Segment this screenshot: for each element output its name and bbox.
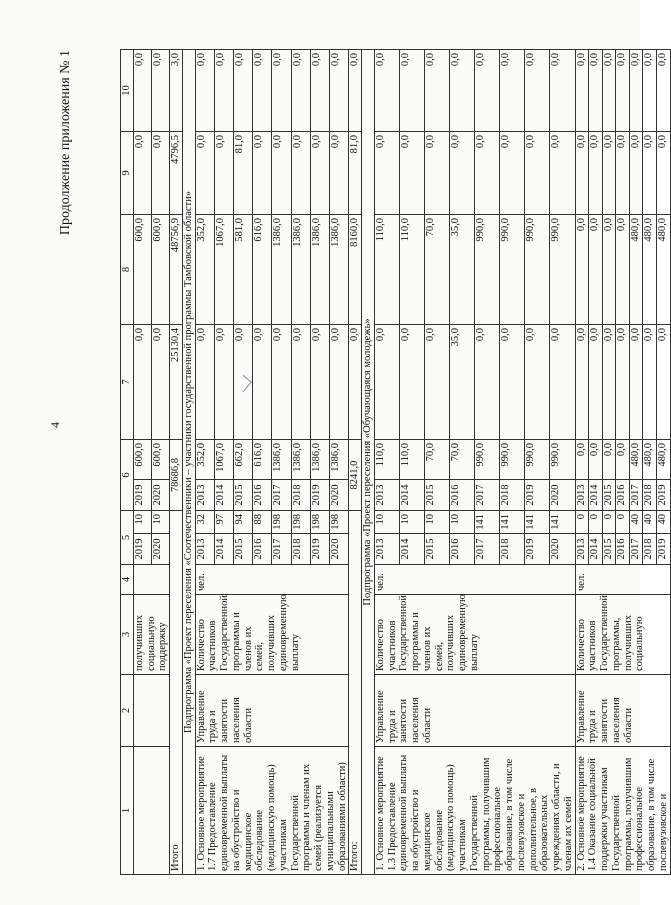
year-cell: 2016 — [253, 480, 272, 511]
year-cell: 2015 — [602, 534, 616, 565]
executor: Управление труда и занятости населения области — [374, 675, 575, 747]
year-cell: 2014 — [589, 534, 603, 565]
section-row — [362, 50, 375, 875]
count-cell: 141 — [550, 511, 575, 534]
federal-cell: 0,0 — [374, 325, 399, 440]
year-cell: 2020 — [550, 534, 575, 565]
regional-cell: 1386,0 — [272, 215, 291, 325]
count-cell: 0 — [602, 511, 616, 534]
count-cell: 198 — [310, 511, 329, 534]
local-cell: 0,0 — [374, 132, 399, 215]
federal-cell: 0,0 — [550, 325, 575, 440]
col-6: 6 — [121, 440, 134, 511]
federal-cell: 25130,4 — [170, 325, 183, 440]
total-cell: 1386,0 — [330, 440, 349, 480]
rotated-table-area — [58, 50, 669, 875]
other-cell: 0,0 — [525, 50, 550, 132]
executor: Управление труда и занятости населения области — [195, 675, 349, 747]
year-cell: 2017 — [629, 480, 643, 511]
other-cell: 0,0 — [500, 50, 525, 132]
federal-cell: 0,0 — [475, 325, 500, 440]
year-cell: 2020 — [330, 534, 349, 565]
total-cell: 1386,0 — [310, 440, 329, 480]
total-cell: 0,0 — [602, 440, 616, 480]
total-cell: 78686,8 — [170, 440, 183, 511]
other-cell: 0,0 — [629, 50, 643, 132]
local-cell: 0,0 — [475, 132, 500, 215]
regional-cell: 480,0 — [643, 215, 657, 325]
regional-cell: 990,0 — [475, 215, 500, 325]
count-cell: 198 — [291, 511, 310, 534]
local-cell: 0,0 — [616, 132, 630, 215]
executor: Управление труда и занятости населения области — [575, 675, 670, 747]
year-cell: 2017 — [475, 534, 500, 565]
other-cell: 0,0 — [399, 50, 424, 132]
year-cell: 2014 — [399, 534, 424, 565]
total-cell: 990,0 — [525, 440, 550, 480]
local-cell: 0,0 — [656, 132, 670, 215]
other-cell: 0,0 — [195, 50, 214, 132]
other-cell: 0,0 — [330, 50, 349, 132]
count-cell: 10 — [424, 511, 449, 534]
federal-cell: 0,0 — [424, 325, 449, 440]
year-cell: 2020 — [330, 480, 349, 511]
regional-cell: 1386,0 — [291, 215, 310, 325]
regional-cell: 1386,0 — [330, 215, 349, 325]
unit: чел. — [195, 565, 349, 595]
year-cell: 2020 — [151, 534, 169, 565]
local-cell: 4796,5 — [170, 132, 183, 215]
other-cell: 0,0 — [151, 50, 169, 132]
count-cell: 10 — [374, 511, 399, 534]
other-cell: 0,0 — [133, 50, 151, 132]
count-cell: 141 — [475, 511, 500, 534]
regional-cell: 616,0 — [253, 215, 272, 325]
unit: чел. — [575, 565, 670, 595]
local-cell: 81,0 — [233, 132, 252, 215]
regional-cell: 990,0 — [525, 215, 550, 325]
regional-cell: 0,0 — [602, 215, 616, 325]
year-cell: 2016 — [253, 534, 272, 565]
col-9: 9 — [121, 132, 134, 215]
year-cell: 2013 — [195, 480, 214, 511]
section-row — [182, 50, 195, 875]
count-cell: 88 — [253, 511, 272, 534]
year-cell: 2016 — [616, 534, 630, 565]
page-number: 4 — [48, 422, 62, 428]
regional-cell: 352,0 — [195, 215, 214, 325]
year-cell: 2014 — [399, 480, 424, 511]
regional-cell: 480,0 — [629, 215, 643, 325]
year-cell: 2019 — [656, 534, 670, 565]
count-cell: 198 — [272, 511, 291, 534]
empty-cell — [133, 565, 169, 595]
other-cell: 0,0 — [589, 50, 603, 132]
indicator: получивших социальную поддержку — [133, 595, 169, 675]
year-cell: 2013 — [374, 480, 399, 511]
regional-cell: 0,0 — [575, 215, 589, 325]
other-cell: 0,0 — [643, 50, 657, 132]
year-cell: 2017 — [629, 534, 643, 565]
other-cell: 0,0 — [310, 50, 329, 132]
year-cell: 2019 — [310, 480, 329, 511]
other-cell: 0,0 — [450, 50, 475, 132]
section-title: Подпрограмма «Проект переселения «Соотечественники – участники государственной программы Тамбовской области» — [182, 50, 195, 875]
local-cell: 0,0 — [589, 132, 603, 215]
section-title: Подпрограмма «Проект переселения «Обучающаяся молодежь» — [362, 50, 375, 875]
local-cell: 0,0 — [643, 132, 657, 215]
table-row — [575, 50, 589, 875]
other-cell: 0,0 — [233, 50, 252, 132]
local-cell: 0,0 — [133, 132, 151, 215]
measure-name: 1. Основное мероприятие 1.3 Предоставление единовременной выплаты на обустройство и медицинское обследование (медицинскую помощь) участникам Государственной программы, получившим профессиональное образование, в том числе послевузовское и дополнительное, в образовательных учреждениях области, и членам их семей — [374, 747, 575, 875]
total-cell: 0,0 — [575, 440, 589, 480]
other-cell: 0,0 — [656, 50, 670, 132]
other-cell: 0,0 — [602, 50, 616, 132]
measure-name: 1. Основное мероприятие 1.7 Предоставление единовременной выплаты на обустройство и медицинское обследование (медицинскую помощь) участникам Государственной программы и членам их семей (реализуется муниципальными образованиями области) — [195, 747, 349, 875]
total-cell: 990,0 — [475, 440, 500, 480]
federal-cell: 0,0 — [629, 325, 643, 440]
local-cell: 0,0 — [214, 132, 233, 215]
total-cell: 662,0 — [233, 440, 252, 480]
indicator: Количество участников Государственной программы и членов их семей, получивших единовременную выплату — [374, 595, 575, 675]
year-cell: 2018 — [643, 534, 657, 565]
total-cell: 0,0 — [589, 440, 603, 480]
federal-cell: 0,0 — [525, 325, 550, 440]
col-10: 10 — [121, 50, 134, 132]
federal-cell: 0,0 — [214, 325, 233, 440]
year-cell: 2017 — [272, 480, 291, 511]
local-cell: 0,0 — [330, 132, 349, 215]
other-cell: 0,0 — [374, 50, 399, 132]
federal-cell: 0,0 — [643, 325, 657, 440]
total-cell: 110,0 — [399, 440, 424, 480]
federal-cell: 0,0 — [616, 325, 630, 440]
other-cell: 0,0 — [616, 50, 630, 132]
table-row — [374, 50, 399, 875]
year-cell: 2015 — [233, 534, 252, 565]
total-label: Итого: — [349, 511, 362, 875]
total-cell: 600,0 — [151, 440, 169, 480]
col-3: 3 — [121, 595, 134, 675]
year-cell: 2016 — [450, 534, 475, 565]
year-cell: 2017 — [272, 534, 291, 565]
count-cell: 198 — [330, 511, 349, 534]
regional-cell: 48756,9 — [170, 215, 183, 325]
year-cell: 2014 — [589, 480, 603, 511]
total-label: Итого — [170, 511, 183, 875]
year-cell: 2013 — [195, 534, 214, 565]
count-cell: 40 — [629, 511, 643, 534]
col-4: 4 — [121, 565, 134, 595]
federal-cell: 0,0 — [291, 325, 310, 440]
total-cell: 480,0 — [643, 440, 657, 480]
year-cell: 2018 — [291, 480, 310, 511]
federal-cell: 0,0 — [133, 325, 151, 440]
local-cell: 0,0 — [253, 132, 272, 215]
local-cell: 0,0 — [399, 132, 424, 215]
table-row — [195, 50, 214, 875]
year-cell: 2018 — [500, 480, 525, 511]
total-cell: 600,0 — [133, 440, 151, 480]
indicator: Количество участников Государственной программы и членов их семей, получивших единовременную выплату — [195, 595, 349, 675]
total-cell: 70,0 — [450, 440, 475, 480]
table-row — [133, 50, 151, 875]
federal-cell: 0,0 — [195, 325, 214, 440]
column-number-row — [121, 50, 134, 875]
federal-cell: 0,0 — [399, 325, 424, 440]
year-cell: 2015 — [424, 480, 449, 511]
year-cell: 2015 — [233, 480, 252, 511]
federal-cell: 0,0 — [330, 325, 349, 440]
regional-cell: 8160,0 — [349, 215, 362, 325]
total-cell: 990,0 — [550, 440, 575, 480]
local-cell: 0,0 — [291, 132, 310, 215]
col-8: 8 — [121, 215, 134, 325]
count-cell: 10 — [133, 511, 151, 534]
total-cell: 616,0 — [253, 440, 272, 480]
local-cell: 0,0 — [500, 132, 525, 215]
total-cell: 0,0 — [616, 440, 630, 480]
col-5: 5 — [121, 511, 134, 565]
empty-cell — [133, 675, 169, 747]
local-cell: 0,0 — [629, 132, 643, 215]
regional-cell: 990,0 — [550, 215, 575, 325]
regional-cell: 581,0 — [233, 215, 252, 325]
year-cell: 2018 — [291, 534, 310, 565]
col-7: 7 — [121, 325, 134, 440]
local-cell: 0,0 — [550, 132, 575, 215]
year-cell: 2015 — [602, 480, 616, 511]
regional-cell: 0,0 — [589, 215, 603, 325]
year-cell: 2016 — [450, 480, 475, 511]
local-cell: 0,0 — [195, 132, 214, 215]
total-row — [170, 50, 183, 875]
year-cell: 2019 — [310, 534, 329, 565]
regional-cell: 0,0 — [616, 215, 630, 325]
local-cell: 0,0 — [424, 132, 449, 215]
year-cell: 2013 — [374, 534, 399, 565]
empty-cell — [133, 747, 169, 875]
year-cell: 2019 — [525, 480, 550, 511]
regional-cell: 35,0 — [450, 215, 475, 325]
total-cell: 352,0 — [195, 440, 214, 480]
local-cell: 0,0 — [602, 132, 616, 215]
count-cell: 0 — [575, 511, 589, 534]
federal-cell: 0,0 — [349, 325, 362, 440]
total-cell: 1067,0 — [214, 440, 233, 480]
other-cell: 0,0 — [272, 50, 291, 132]
count-cell: 97 — [214, 511, 233, 534]
federal-cell: 0,0 — [589, 325, 603, 440]
total-cell: 480,0 — [656, 440, 670, 480]
other-cell: 0,0 — [349, 50, 362, 132]
other-cell: 0,0 — [253, 50, 272, 132]
federal-cell: 0,0 — [233, 325, 252, 440]
year-cell: 2020 — [550, 480, 575, 511]
federal-cell: 0,0 — [500, 325, 525, 440]
other-cell: 0,0 — [291, 50, 310, 132]
local-cell: 0,0 — [151, 132, 169, 215]
year-cell: 2019 — [656, 480, 670, 511]
count-cell: 10 — [151, 511, 169, 534]
year-cell: 2019 — [525, 534, 550, 565]
count-cell: 0 — [589, 511, 603, 534]
other-cell: 0,0 — [550, 50, 575, 132]
other-cell: 0,0 — [214, 50, 233, 132]
year-cell: 2017 — [475, 480, 500, 511]
local-cell: 0,0 — [272, 132, 291, 215]
measure-name: 2. Основное мероприятие 1.4 Оказание социальной поддержки участникам Государственной программы, получившим профессиональное образование, в том числе послевузовское и — [575, 747, 670, 875]
count-cell: 141 — [500, 511, 525, 534]
total-cell: 70,0 — [424, 440, 449, 480]
federal-cell: 35,0 — [450, 325, 475, 440]
other-cell: 3,0 — [170, 50, 183, 132]
count-cell: 94 — [233, 511, 252, 534]
regional-cell: 1386,0 — [310, 215, 329, 325]
count-cell: 40 — [656, 511, 670, 534]
federal-cell: 0,0 — [151, 325, 169, 440]
regional-cell: 600,0 — [133, 215, 151, 325]
local-cell: 0,0 — [310, 132, 329, 215]
count-cell: 10 — [399, 511, 424, 534]
total-cell: 110,0 — [374, 440, 399, 480]
count-cell: 0 — [616, 511, 630, 534]
total-cell: 1386,0 — [272, 440, 291, 480]
federal-cell: 0,0 — [656, 325, 670, 440]
other-cell: 0,0 — [575, 50, 589, 132]
total-cell: 1386,0 — [291, 440, 310, 480]
year-cell: 2019 — [133, 534, 151, 565]
count-cell: 40 — [643, 511, 657, 534]
year-cell: 2018 — [500, 534, 525, 565]
total-cell: 990,0 — [500, 440, 525, 480]
regional-cell: 110,0 — [399, 215, 424, 325]
count-cell: 10 — [450, 511, 475, 534]
year-cell: 2013 — [575, 480, 589, 511]
federal-cell: 0,0 — [575, 325, 589, 440]
federal-cell: 0,0 — [602, 325, 616, 440]
local-cell: 0,0 — [450, 132, 475, 215]
year-cell: 2018 — [643, 480, 657, 511]
col-2: 2 — [121, 675, 134, 747]
other-cell: 0,0 — [475, 50, 500, 132]
program-table — [120, 49, 671, 875]
federal-cell: 0,0 — [253, 325, 272, 440]
local-cell: 81,0 — [349, 132, 362, 215]
year-cell: 2013 — [575, 534, 589, 565]
year-cell: 2014 — [214, 534, 233, 565]
total-cell: 480,0 — [629, 440, 643, 480]
appendix-title: Продолжение приложения № 1 — [58, 50, 73, 236]
year-cell: 2016 — [616, 480, 630, 511]
other-cell: 0,0 — [424, 50, 449, 132]
local-cell: 0,0 — [575, 132, 589, 215]
total-row — [349, 50, 362, 875]
year-cell: 2014 — [214, 480, 233, 511]
regional-cell: 110,0 — [374, 215, 399, 325]
year-cell: 2020 — [151, 480, 169, 511]
regional-cell: 990,0 — [500, 215, 525, 325]
local-cell: 0,0 — [525, 132, 550, 215]
regional-cell: 480,0 — [656, 215, 670, 325]
regional-cell: 600,0 — [151, 215, 169, 325]
federal-cell: 0,0 — [310, 325, 329, 440]
federal-cell: 0,0 — [272, 325, 291, 440]
total-cell: 8241,0 — [349, 440, 362, 511]
year-cell: 2015 — [424, 534, 449, 565]
count-cell: 141 — [525, 511, 550, 534]
indicator: Количество участников Государственной программы, получивших социальную — [575, 595, 670, 675]
regional-cell: 1067,0 — [214, 215, 233, 325]
count-cell: 32 — [195, 511, 214, 534]
year-cell: 2019 — [133, 480, 151, 511]
unit: чел. — [374, 565, 575, 595]
regional-cell: 70,0 — [424, 215, 449, 325]
col-1: 1 — [121, 747, 134, 875]
